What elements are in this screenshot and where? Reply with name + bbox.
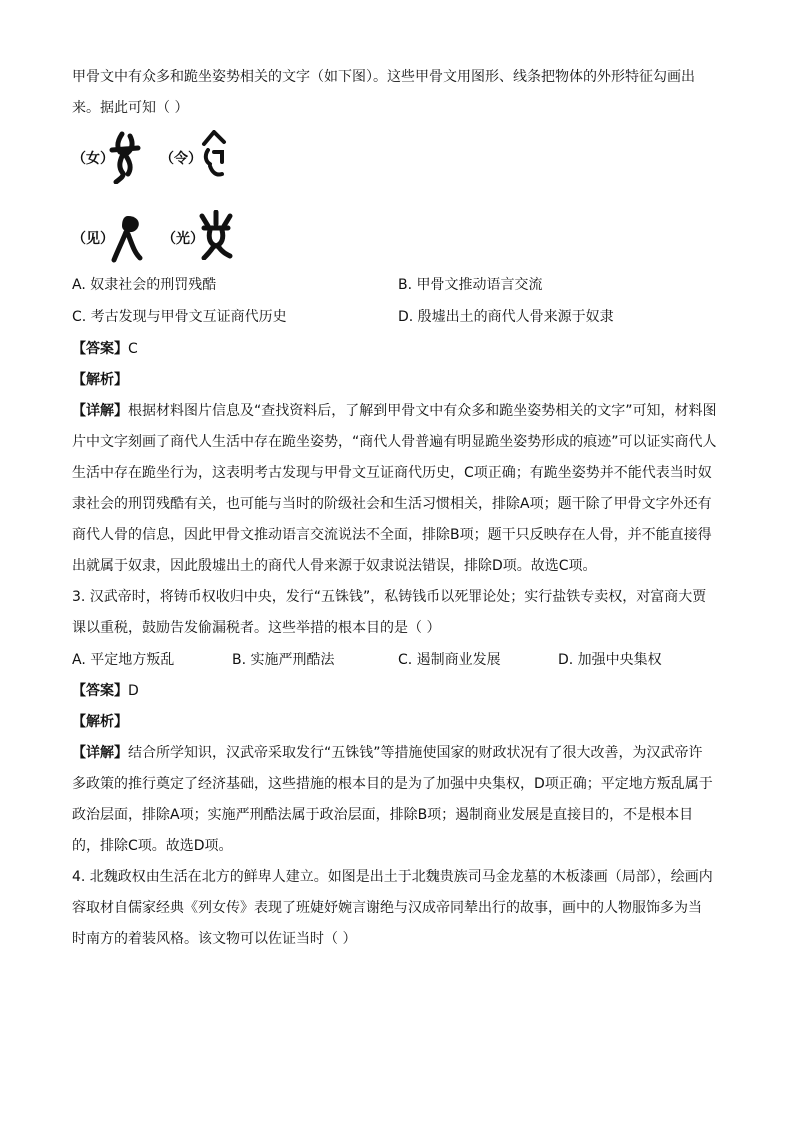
q2-option-a: A. 奴隶社会的刑罚残酷 <box>72 277 217 293</box>
oracle-glyph-guang-icon <box>198 210 234 260</box>
q2-stem-line2: 来。据此可知（ ） <box>72 100 189 116</box>
glyph-label-ling: （令） <box>160 151 202 167</box>
glyph-label-guang: （光） <box>162 231 204 247</box>
oracle-glyph-jian-icon <box>110 212 146 264</box>
q3-option-c: C. 遏制商业发展 <box>398 652 501 668</box>
detail-tag: 【详解】 <box>72 745 128 761</box>
q4-stem-line1: 4. 北魏政权由生活在北方的鲜卑人建立。如图是出土于北魏贵族司马金龙墓的木板漆画（局部），绘画内 <box>72 869 713 885</box>
q2-analysis-tag: 【解析】 <box>72 372 128 388</box>
q2-option-d: D. 殷墟出土的商代人骨来源于奴隶 <box>398 309 614 325</box>
q2-detail-line1 <box>72 400 717 422</box>
q3-detail-line4: 的，排除C项。故选D项。 <box>72 838 233 854</box>
q4-stem-line3: 时南方的着装风格。该文物可以佐证当时（ ） <box>72 931 357 947</box>
q3-stem-line2: 课以重税，鼓励告发偷漏税者。这些举措的根本目的是（ ） <box>72 620 441 636</box>
q2-detail-line2: 片中文字刻画了商代人生活中存在跪坐姿势，“商代人骨普遍有明显跪坐姿势形成的痕迹”可以证实商代人 <box>72 434 717 450</box>
answer-value: D <box>128 683 139 699</box>
glyph-label-jian: （见） <box>72 231 114 247</box>
oracle-glyph-ling-icon <box>200 130 228 180</box>
q2-answer-line <box>72 338 138 360</box>
oracle-glyph-nv-icon <box>108 130 142 184</box>
q3-option-d: D. 加强中央集权 <box>558 652 662 668</box>
q3-option-a: A. 平定地方叛乱 <box>72 652 175 668</box>
q3-detail-line3: 政治层面，排除A项；实施严刑酷法属于政治层面，排除B项；遏制商业发展是直接目的，不是根本目 <box>72 807 694 823</box>
q3-stem-line1: 3. 汉武帝时，将铸币权收归中央，发行“五铢钱”，私铸钱币以死罪论处；实行盐铁专卖权，对富商大贾 <box>72 589 707 605</box>
answer-tag: 【答案】 <box>72 683 128 699</box>
detail-text: 根据材料图片信息及“查找资料后，了解到甲骨文中有众多和跪坐姿势相关的文字”可知，材料图 <box>128 403 717 419</box>
q3-detail-line1 <box>72 742 703 764</box>
glyph-label-nv: （女） <box>72 151 114 167</box>
q2-detail-line4: 隶社会的刑罚残酷有关，也可能与当时的阶级社会和生活习惯相关，排除A项；题干除了甲骨文字外还有 <box>72 496 712 512</box>
detail-text: 结合所学知识，汉武帝采取发行“五铢钱”等措施使国家的财政状况有了很大改善，为汉武帝许 <box>128 745 703 761</box>
q3-detail-line2: 多政策的推行奠定了经济基础，这些措施的根本目的是为了加强中央集权，D项正确；平定地方叛乱属于 <box>72 776 713 792</box>
q2-option-c: C. 考古发现与甲骨文互证商代历史 <box>72 309 287 325</box>
q3-answer-line <box>72 680 139 702</box>
q3-analysis-tag: 【解析】 <box>72 714 128 730</box>
q2-stem-line1: 甲骨文中有众多和跪坐姿势相关的文字（如下图）。这些甲骨文用图形、线条把物体的外形特征勾画出 <box>72 69 695 85</box>
q2-detail-line3: 生活中存在跪坐行为，这表明考古发现与甲骨文互证商代历史，C项正确；有跪坐姿势并不能代表当时奴 <box>72 465 712 481</box>
answer-tag: 【答案】 <box>72 341 128 357</box>
q3-option-b: B. 实施严刑酷法 <box>232 652 335 668</box>
q2-detail-line5: 商代人骨的信息，因此甲骨文推动语言交流说法不全面，排除B项；题干只反映存在人骨，并不能直接得 <box>72 527 712 543</box>
q2-option-b: B. 甲骨文推动语言交流 <box>398 277 543 293</box>
q4-stem-line2: 容取材自儒家经典《列女传》表现了班婕妤婉言谢绝与汉成帝同辇出行的故事，画中的人物服饰多为当 <box>72 900 702 916</box>
q2-detail-line6: 出就属于奴隶，因此殷墟出土的商代人骨来源于奴隶说法错误，排除D项。故选C项。 <box>72 558 597 574</box>
detail-tag: 【详解】 <box>72 403 128 419</box>
answer-value: C <box>128 341 138 357</box>
